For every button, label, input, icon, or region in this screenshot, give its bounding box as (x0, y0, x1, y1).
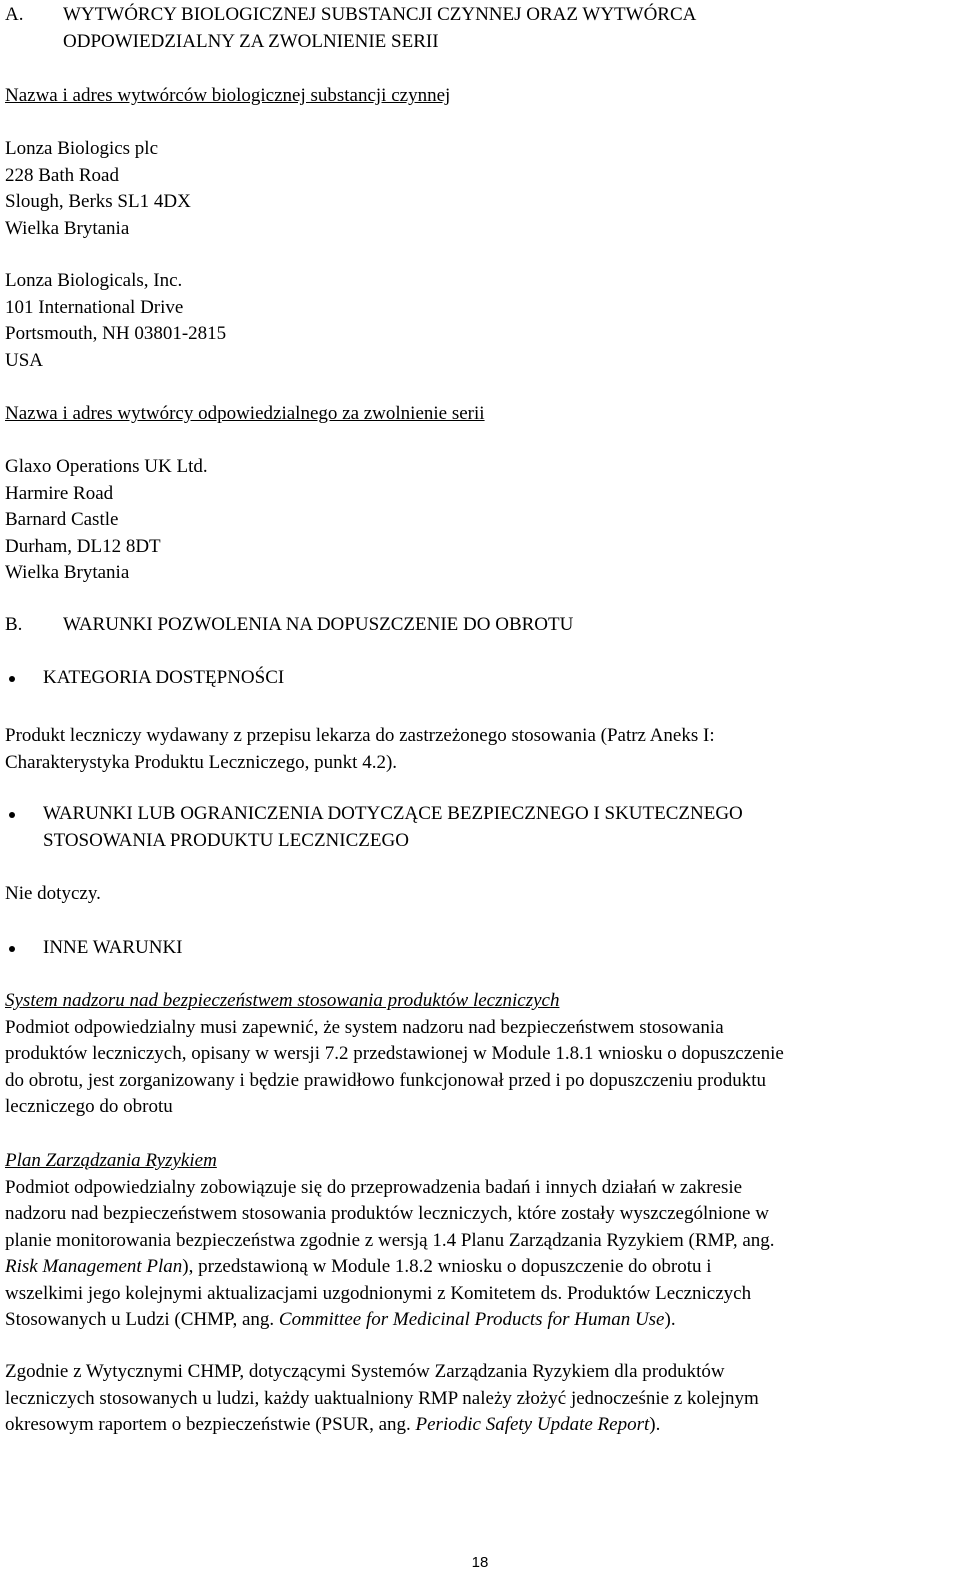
paragraph-line: produktów leczniczych, opisany w wersji 7.2 przedstawionej w Module 1.8.1 wniosku o dopuszczenie (5, 1043, 784, 1064)
section-a-title-line2: ODPOWIEDZIALNY ZA ZWOLNIENIE SERII (63, 30, 439, 52)
manufacturer-1-address (5, 136, 950, 242)
address-line: Lonza Biologics plc (5, 138, 159, 159)
paragraph-line: do obrotu, jest zorganizowany i będzie prawidłowo funkcjonował przed i po dopuszczeniu produktu (5, 1069, 767, 1091)
paragraph-line: Podmiot odpowiedzialny zobowiązuje się do przeprowadzenia badań i innych działań w zakresie (5, 1176, 743, 1198)
bullet-heading: KATEGORIA DOSTĘPNOŚCI (43, 667, 285, 688)
paragraph-line: Podmiot odpowiedzialny musi zapewnić, że system nadzoru nad bezpieczeństwem stosowania (5, 1016, 724, 1038)
paragraph-line (5, 1254, 950, 1281)
address-line: 101 International Drive (5, 296, 184, 318)
bullet-icon (9, 812, 15, 818)
section-a-letter: A. (5, 4, 24, 25)
bullet-heading-line1: WARUNKI LUB OGRANICZENIA DOTYCZĄCE BEZPIECZNEGO I SKUTECZNEGO (43, 803, 743, 824)
address-line: Lonza Biologicals, Inc. (5, 270, 183, 291)
manufacturers-subheading: Nazwa i adres wytwórców biologicznej substancji czynnej (5, 85, 451, 106)
chmp-guideline-paragraph (5, 1359, 950, 1439)
line-start: Stosowanych u Ludzi (CHMP, ang. (5, 1309, 279, 1330)
paragraph-line: planie monitorowania bezpieczeństwa zgodnie z wersją 1.4 Planu Zarządzania Ryzykiem (RMP, ang. (5, 1229, 775, 1251)
bullet-heading (43, 801, 948, 854)
italic-term: Committee for Medicinal Products for Human Use (278, 1309, 665, 1330)
release-manufacturer-subheading: Nazwa i adres wytwórcy odpowiedzialnego za zwolnienie serii (5, 403, 485, 424)
paragraph-line: leczniczych stosowanych u ludzi, każdy uaktualniony RMP należy złożyć jednocześnie z kolejnym (5, 1387, 759, 1409)
conditions-restrictions-text: Nie dotyczy. (5, 883, 101, 904)
paragraph-line: leczniczego do obrotu (5, 1096, 173, 1117)
italic-term: Risk Management Plan (5, 1256, 183, 1277)
address-line: 228 Bath Road (5, 164, 119, 186)
italic-term: Periodic Safety Update Report (415, 1414, 650, 1435)
paragraph-line: Charakterystyka Produktu Leczniczego, punkt 4.2). (5, 751, 398, 773)
bullet-icon (9, 946, 15, 952)
pharmacovigilance-section (5, 988, 950, 1121)
line-start: okresowym raportem o bezpieczeństwie (PSUR, ang. (5, 1414, 416, 1435)
pharmacovigilance-title: System nadzoru nad bezpieczeństwem stosowania produktów leczniczych (5, 990, 560, 1011)
manufacturer-2-address (5, 268, 950, 374)
risk-management-section (5, 1148, 950, 1334)
paragraph-line: wszelkimi jego kolejnymi aktualizacjami uzgodnionymi z Komitetem ds. Produktów Leczniczych (5, 1282, 752, 1304)
address-line: Portsmouth, NH 03801-2815 (5, 323, 227, 344)
paragraph-line (5, 1412, 950, 1439)
section-a-title (63, 2, 943, 55)
availability-category-text (5, 723, 950, 776)
address-line: Glaxo Operations UK Ltd. (5, 456, 208, 477)
bullet-icon (9, 676, 15, 682)
address-line: Wielka Brytania (5, 562, 130, 583)
section-b-title: WARUNKI POZWOLENIA NA DOPUSZCZENIE DO OBROTU (63, 614, 574, 635)
paragraph-line: Zgodnie z Wytycznymi CHMP, dotyczącymi Systemów Zarządzania Ryzykiem dla produktów (5, 1361, 725, 1382)
address-line: Wielka Brytania (5, 217, 130, 239)
section-b-letter: B. (5, 614, 23, 635)
address-line: Slough, Berks SL1 4DX (5, 191, 191, 212)
risk-management-title: Plan Zarządzania Ryzykiem (5, 1150, 217, 1171)
address-line: USA (5, 349, 44, 371)
line-rest: ), przedstawioną w Module 1.8.2 wniosku o dopuszczenie do obrotu i (182, 1256, 712, 1277)
bullet-heading: INNE WARUNKI (43, 937, 183, 958)
paragraph-line (5, 1307, 950, 1334)
release-manufacturer-address (5, 454, 950, 587)
page-number: 18 (471, 1554, 489, 1571)
section-a-title-line1: WYTWÓRCY BIOLOGICZNEJ SUBSTANCJI CZYNNEJ ORAZ WYTWÓRCA (63, 4, 697, 25)
address-line: Durham, DL12 8DT (5, 535, 161, 557)
line-end: ). (649, 1414, 661, 1435)
address-line: Barnard Castle (5, 509, 119, 530)
paragraph-line: Produkt leczniczy wydawany z przepisu lekarza do zastrzeżonego stosowania (Patrz Aneks I: (5, 725, 715, 746)
bullet-heading-line2: STOSOWANIA PRODUKTU LECZNICZEGO (43, 829, 409, 851)
paragraph-line: nadzoru nad bezpieczeństwem stosowania produktów leczniczych, które zostały wyszczególnione w (5, 1203, 769, 1224)
line-end: ). (664, 1309, 676, 1330)
address-line: Harmire Road (5, 482, 114, 504)
